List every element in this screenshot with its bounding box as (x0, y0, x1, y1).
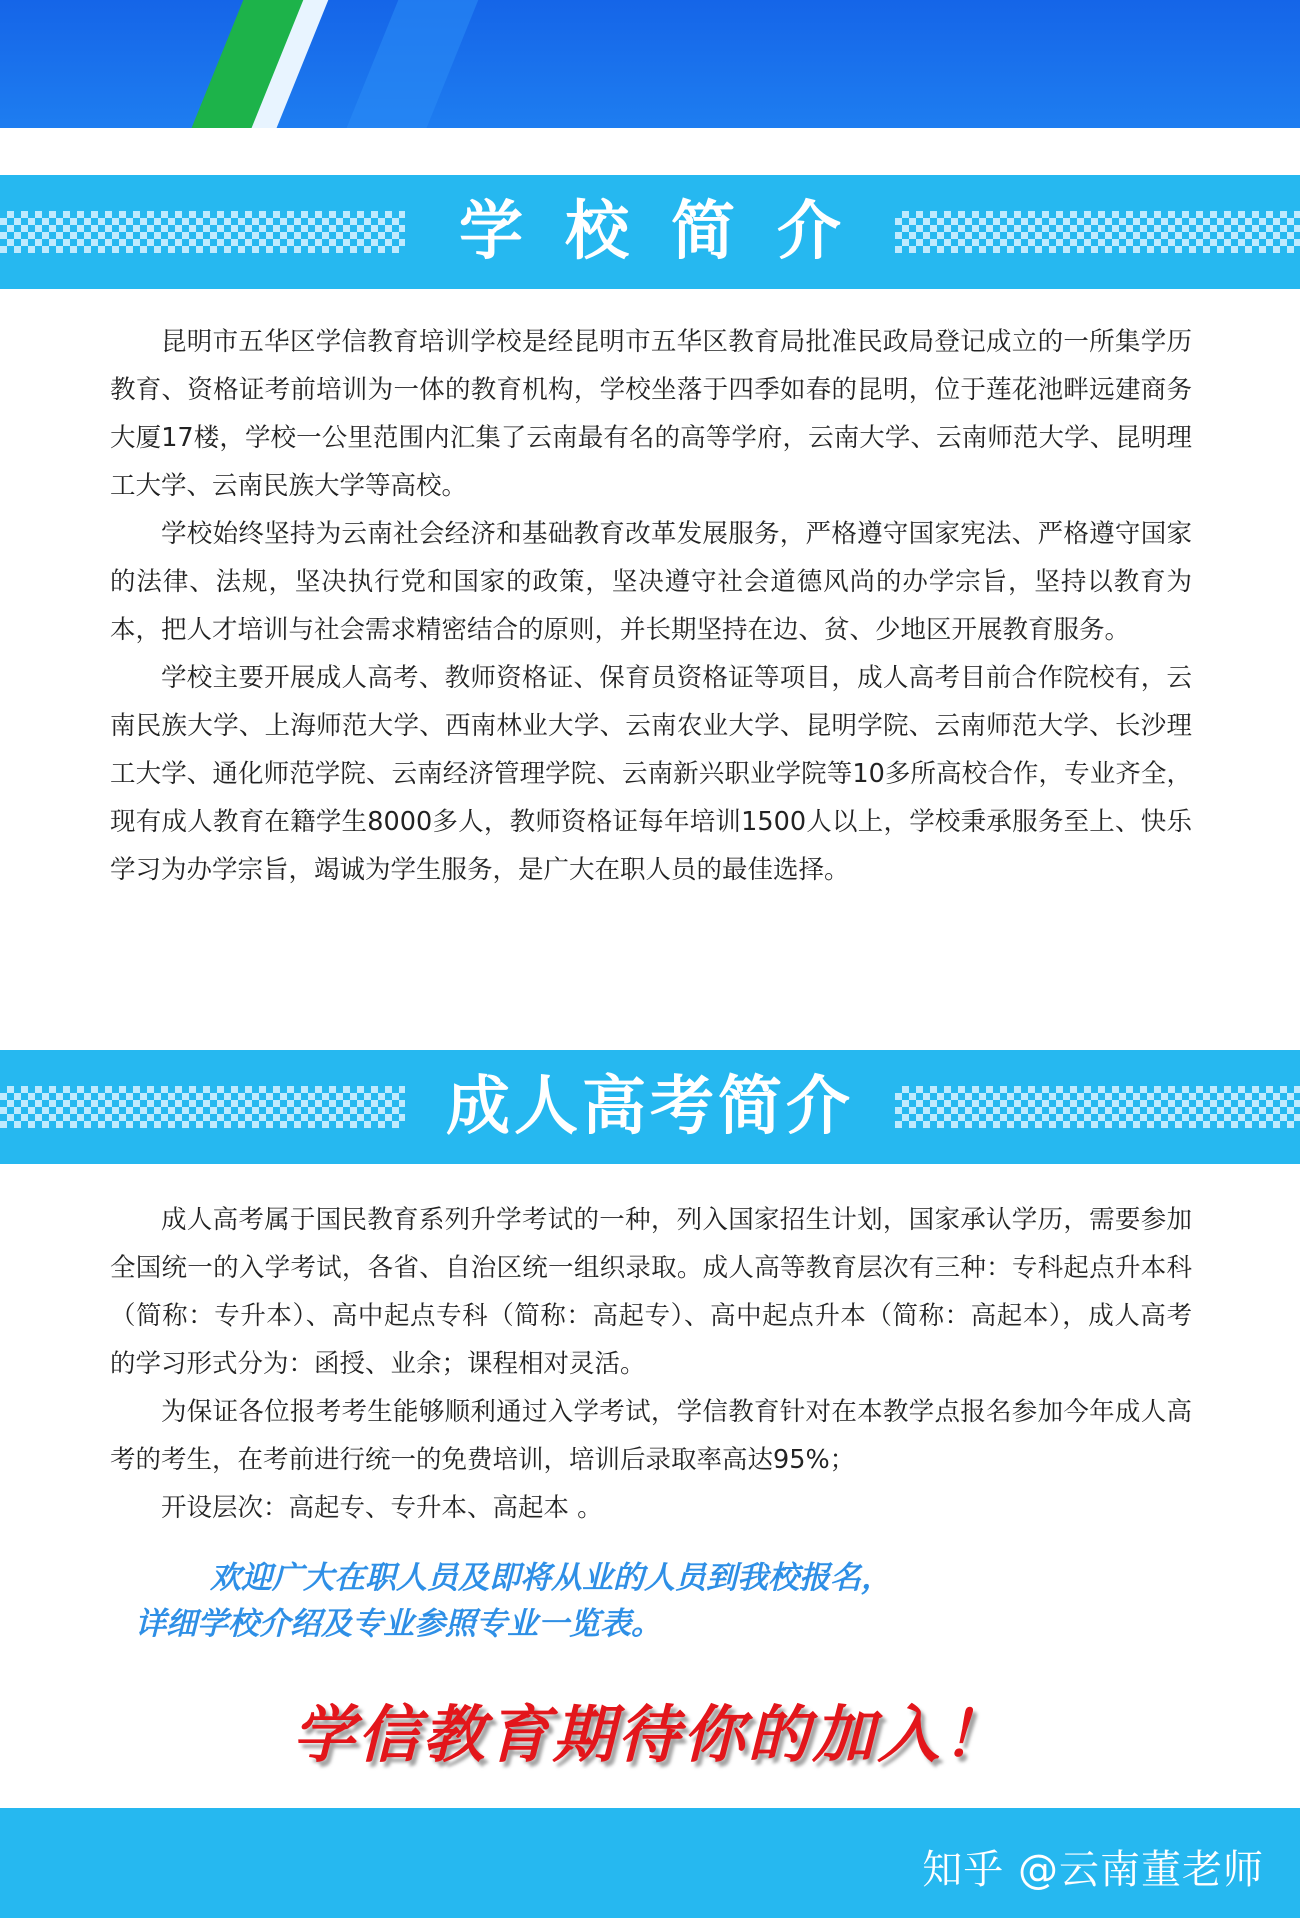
school-intro-title: 学校简介 (459, 195, 883, 269)
welcome-line-2: 详细学校介绍及专业参照专业一览表。 (135, 1606, 662, 1642)
school-intro-paragraph-1: 昆明市五华区学信教育培训学校是经昆明市五华区教育局批准民政局登记成立的一所集学历教育、资格证考前培训为一体的教育机构，学校坐落于四季如春的昆明，位于莲花池畔远建商务大厦17楼，学校一公里范围内汇集了云南最有名的高等学府，云南大学、云南师范大学、昆明理工大学、云南民族大学等高校。 (110, 327, 1192, 501)
school-intro-paragraph-2: 学校始终坚持为云南社会经济和基础教育改革发展服务，严格遵守国家宪法、严格遵守国家的法律、法规，坚决执行党和国家的政策，坚决遵守社会道德风尚的办学宗旨，坚持以教育为本，把人才培训与社会需求精密结合的原则，并长期坚持在边、贫、少地区开展教育服务。 (110, 519, 1192, 645)
adult-exam-paragraph-3: 开设层次：高起专、专升本、高起本 。 (161, 1493, 603, 1523)
adult-exam-header (0, 1050, 1300, 1164)
light-stripe-decoration (338, 0, 483, 128)
top-banner (0, 0, 1300, 128)
checker-pattern-left (0, 211, 405, 253)
school-intro-body (110, 318, 1192, 894)
watermark: 知乎 @云南董老师 (922, 1847, 1264, 1893)
school-intro-paragraph-3: 学校主要开展成人高考、教师资格证、保育员资格证等项目，成人高考目前合作院校有，云南民族大学、上海师范大学、西南林业大学、云南农业大学、昆明学院、云南师范大学、长沙理工大学、通化师范学院、云南经济管理学院、云南新兴职业学院等10多所高校合作，专业齐全，现有成人教育在籍学生8000多人，教师资格证每年培训1500人以上，学校秉承服务至上、快乐学习为办学宗旨，竭诚为学生服务，是广大在职人员的最佳选择。 (110, 663, 1192, 885)
adult-exam-paragraph-1: 成人高考属于国民教育系列升学考试的一种，列入国家招生计划，国家承认学历，需要参加全国统一的入学考试，各省、自治区统一组织录取。成人高等教育层次有三种：专科起点升本科（简称：专升本）、高中起点专科（简称：高起专）、高中起点升本（简称：高起本），成人高考的学习形式分为：函授、业余；课程相对灵活。 (110, 1205, 1192, 1379)
welcome-message (135, 1555, 1235, 1647)
slogan: 学信教育期待你的加入！ (292, 1698, 1008, 1771)
welcome-line-1: 欢迎广大在职人员及即将从业的人员到我校报名， (210, 1560, 892, 1596)
checker-pattern-right (895, 211, 1300, 253)
adult-exam-paragraph-2: 为保证各位报考考生能够顺利通过入学考试，学信教育针对在本教学点报名参加今年成人高考的考生，在考前进行统一的免费培训，培训后录取率高达95%； (110, 1397, 1192, 1475)
adult-exam-title: 成人高考简介 (446, 1070, 854, 1144)
checker-pattern-left (0, 1086, 405, 1128)
school-intro-header (0, 175, 1300, 289)
checker-pattern-right (895, 1086, 1300, 1128)
adult-exam-body (110, 1196, 1192, 1532)
